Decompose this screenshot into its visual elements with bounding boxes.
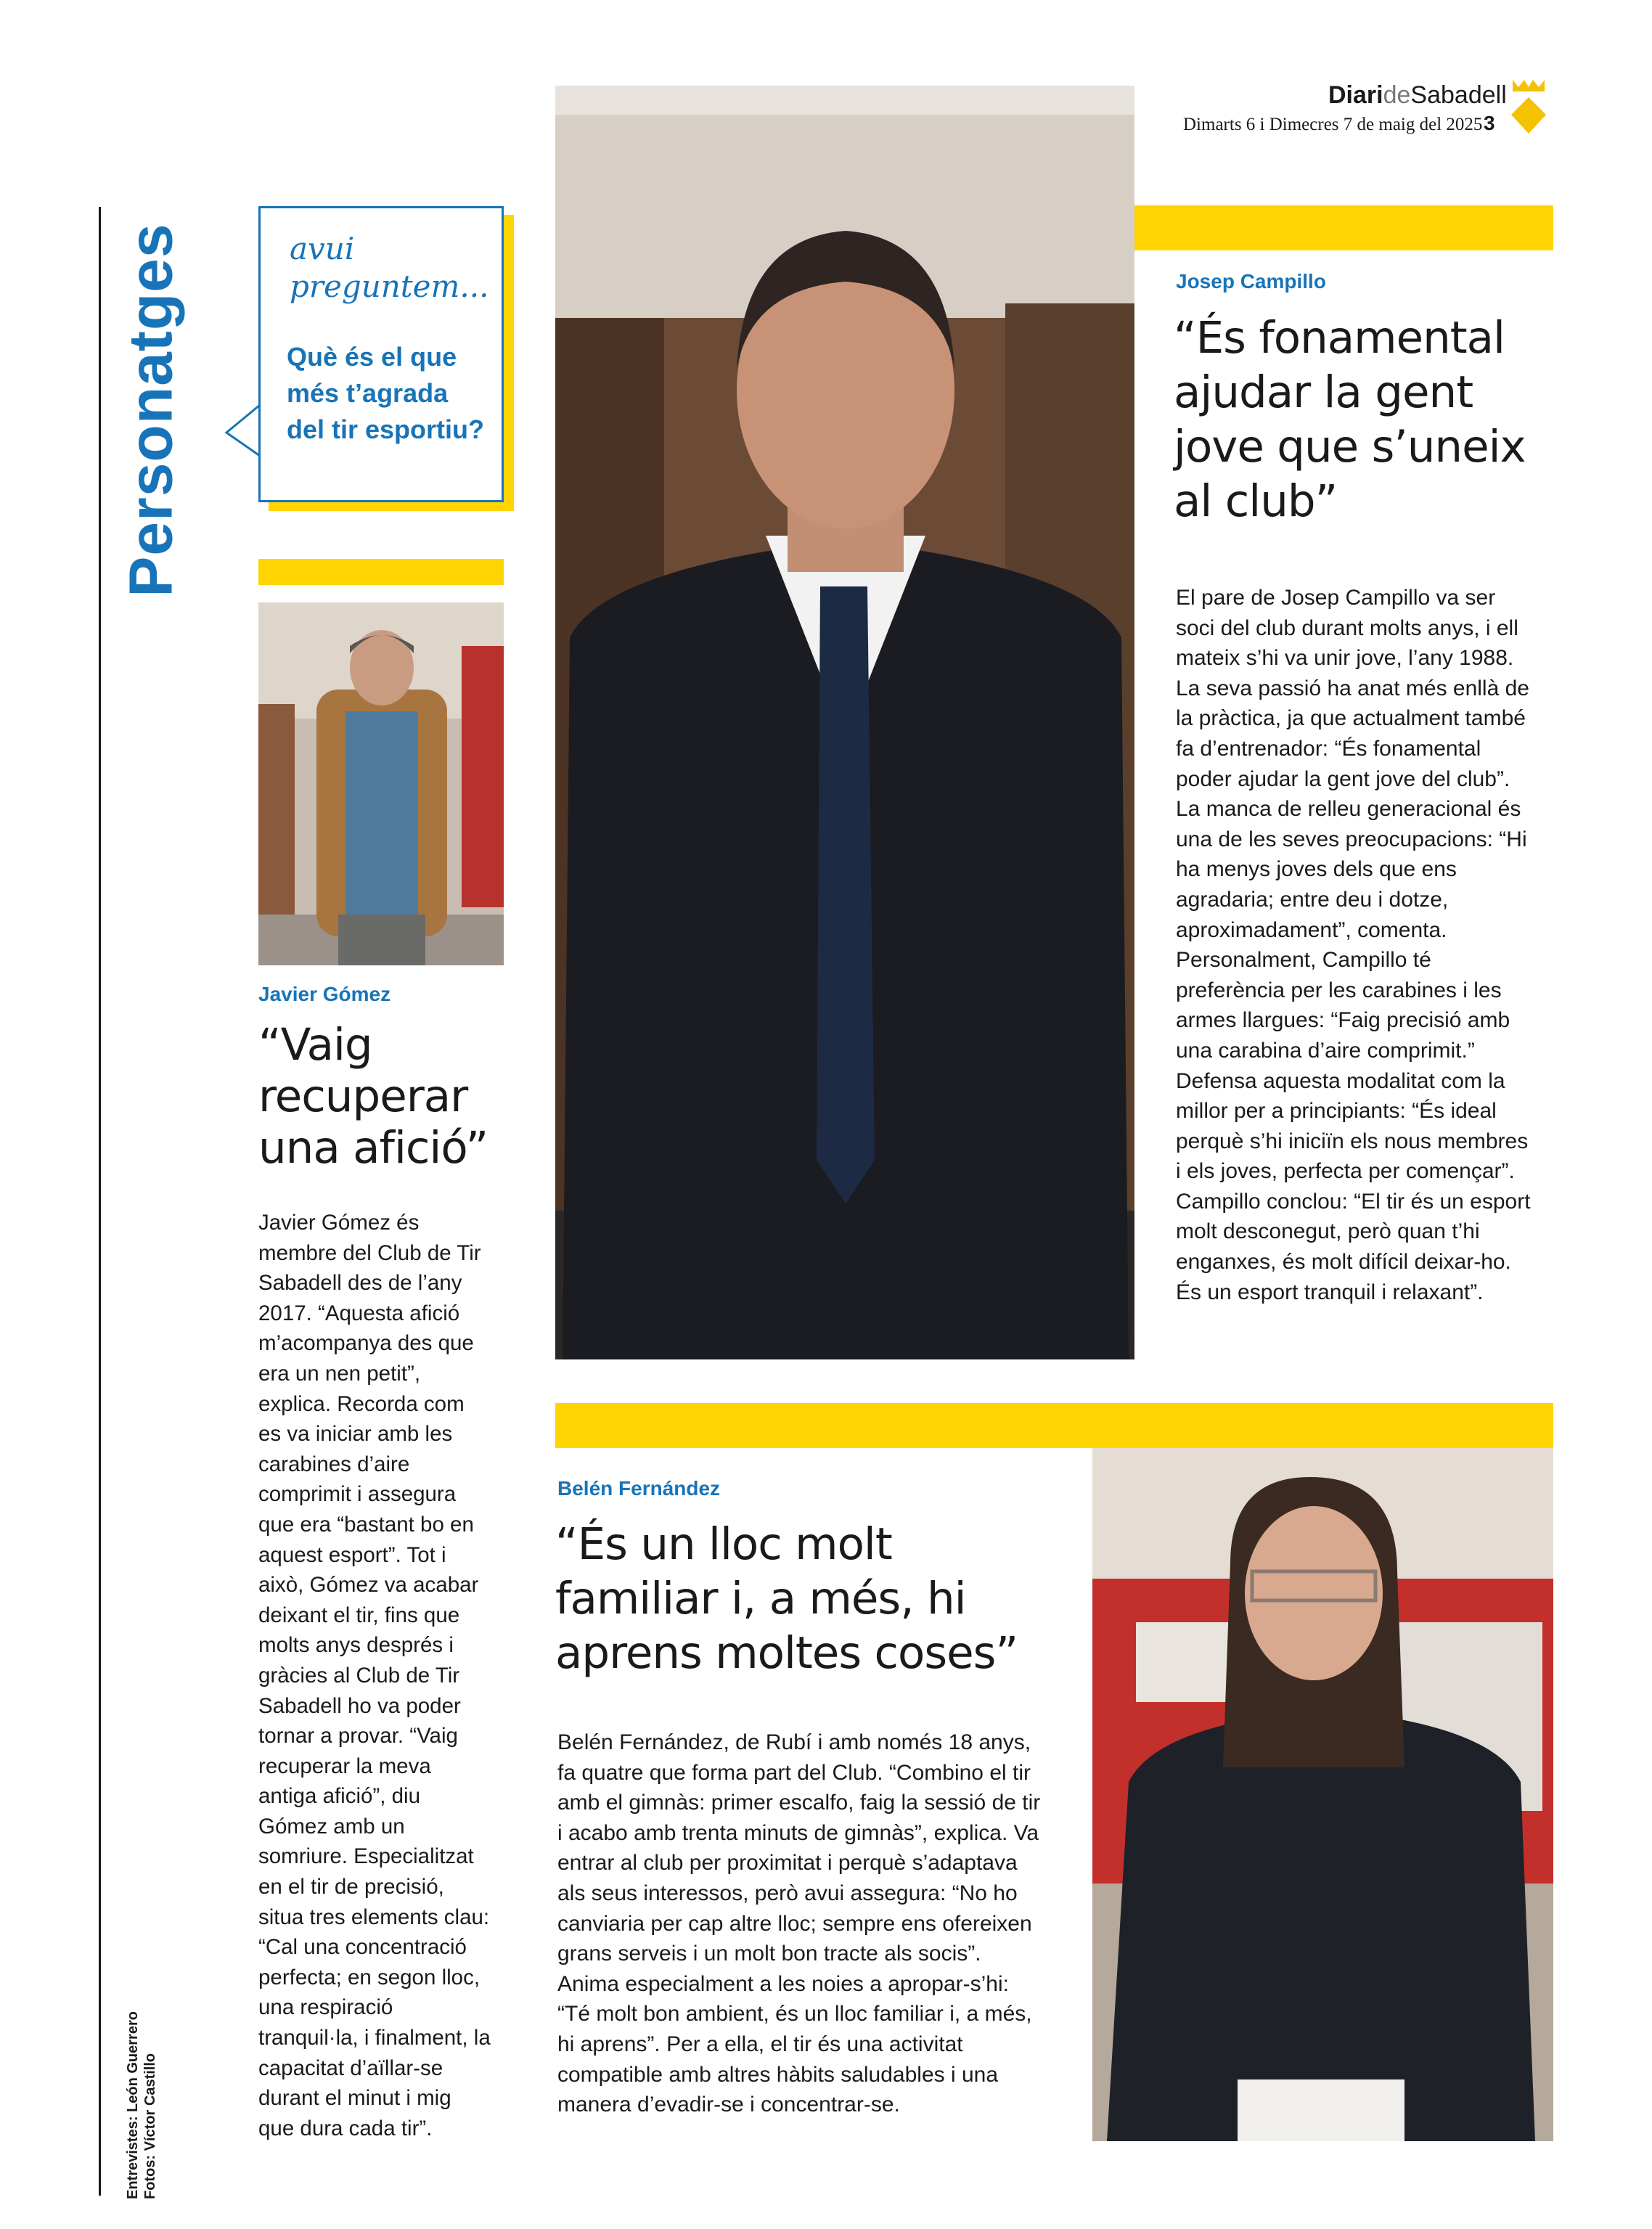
article-body: Javier Gómez és membre del Club de Tir Sabadell des de l’any 2017. “Aquesta afició m’acompanya des que era un nen petit”, explica. Recorda com es va iniciar amb les carabines d’aire comprimit i assegura que era “bastant bo en aquest esport”. Tot i això, Gómez va acabar deixant el tir, fins que molts anys després i gràcies al Club de Tir Sabadell ho va poder tornar a provar. “Vaig recuperar la meva antiga afició”, diu Gómez amb un somriure. Especialitzat en el tir de precisió, situa tres elements clau: “Cal una concentració perfecta; en segon lloc, una respiració tranquil·la, i finalment, la capacitat d’aïllar-se durant el minut i mig que dura cada tir”.: [258, 1211, 491, 2140]
javier-gomez-photo: [258, 602, 504, 965]
section-label: Personatges: [116, 223, 185, 597]
question-box: [258, 206, 504, 502]
page-number: 3: [1484, 112, 1495, 134]
josep-campillo-photo: [555, 86, 1134, 1359]
article-body: El pare de Josep Campillo va ser soci del club durant molts anys, i ell mateix s’hi va unir jove, l’any 1988. La seva passió ha anat més enllà de la pràctica, ja que actualment també fa d’entrenador: “És fonamental poder ajudar la gent jove del club”. La manca de relleu generacional és una de les seves preocupacions: “Hi ha menys joves dels que ens agradaria; entre deu i dotze, aproximadament”, comenta. Personalment, Campillo té preferència per les carabines i les armes llargues: “Faig precisió amb una carabina d’aire comprimit.” Defensa aquesta modalitat com la millor per a principiants: “És ideal perquè s’hi iniciïn els nous membres i els joves, perfecta per començar”. Campillo conclou: “El tir és un esport molt desconegut, però quan t’hi enganxes, és molt difícil deixar-ho. És un esport tranquil i relaxant”.: [1176, 586, 1531, 1304]
vertical-rule: [99, 207, 101, 2196]
article-body: Belén Fernández, de Rubí i amb només 18 anys, fa quatre que forma part del Club. “Combino el tir amb el gimnàs: primer escalfo, faig la sessió de tir i acabo amb trenta minuts de gimnàs”, explica. Va entrar al club per proximitat i perquè s’adaptava als seus interessos, però avui assegura: “No ho canviaria per cap altre lloc; sempre ens ofereixen grans serveis i un molt bon tracte als socis”. Anima especialment a les noies a apropar-s’hi: “Té molt bon ambient, és un lloc familiar i, a més, hi aprens”. Per a ella, el tir és una activitat compatible amb altres hàbits saludables i una manera d’evadir-se i concentrar-se.: [557, 1730, 1041, 2117]
yellow-bar: [555, 1403, 1553, 1448]
article-kicker: Javier Gómez: [258, 983, 391, 1005]
article-headline: “Vaig recuperar una afició”: [258, 1019, 488, 1174]
article-headline: “És fonamental ajudar la gent jove que s’uneix al club”: [1174, 312, 1526, 527]
article-kicker: Belén Fernández: [557, 1477, 721, 1500]
credits-photos: Fotos: Víctor Castillo: [142, 2053, 158, 2199]
masthead-date: Dimarts 6 i Dimecres 7 de maig del 2025: [1183, 115, 1483, 134]
masthead-brand: DiarideSabadell: [1328, 81, 1507, 109]
article-headline: “És un lloc molt familiar i, a més, hi aprens moltes coses”: [555, 1518, 1018, 1679]
article-kicker: Josep Campillo: [1176, 270, 1326, 293]
credits-interviews: Entrevistes: León Guerrero: [125, 2011, 141, 2199]
question-intro: avui preguntem...: [290, 231, 489, 304]
belen-fernandez-photo: [1092, 1448, 1553, 2141]
crest-icon: [1510, 77, 1547, 136]
credits: [109, 1923, 174, 2199]
yellow-bar: [1134, 205, 1553, 250]
yellow-bar: [258, 559, 504, 585]
question-text: Què és el que més t’agrada del tir esportiu?: [287, 342, 485, 444]
